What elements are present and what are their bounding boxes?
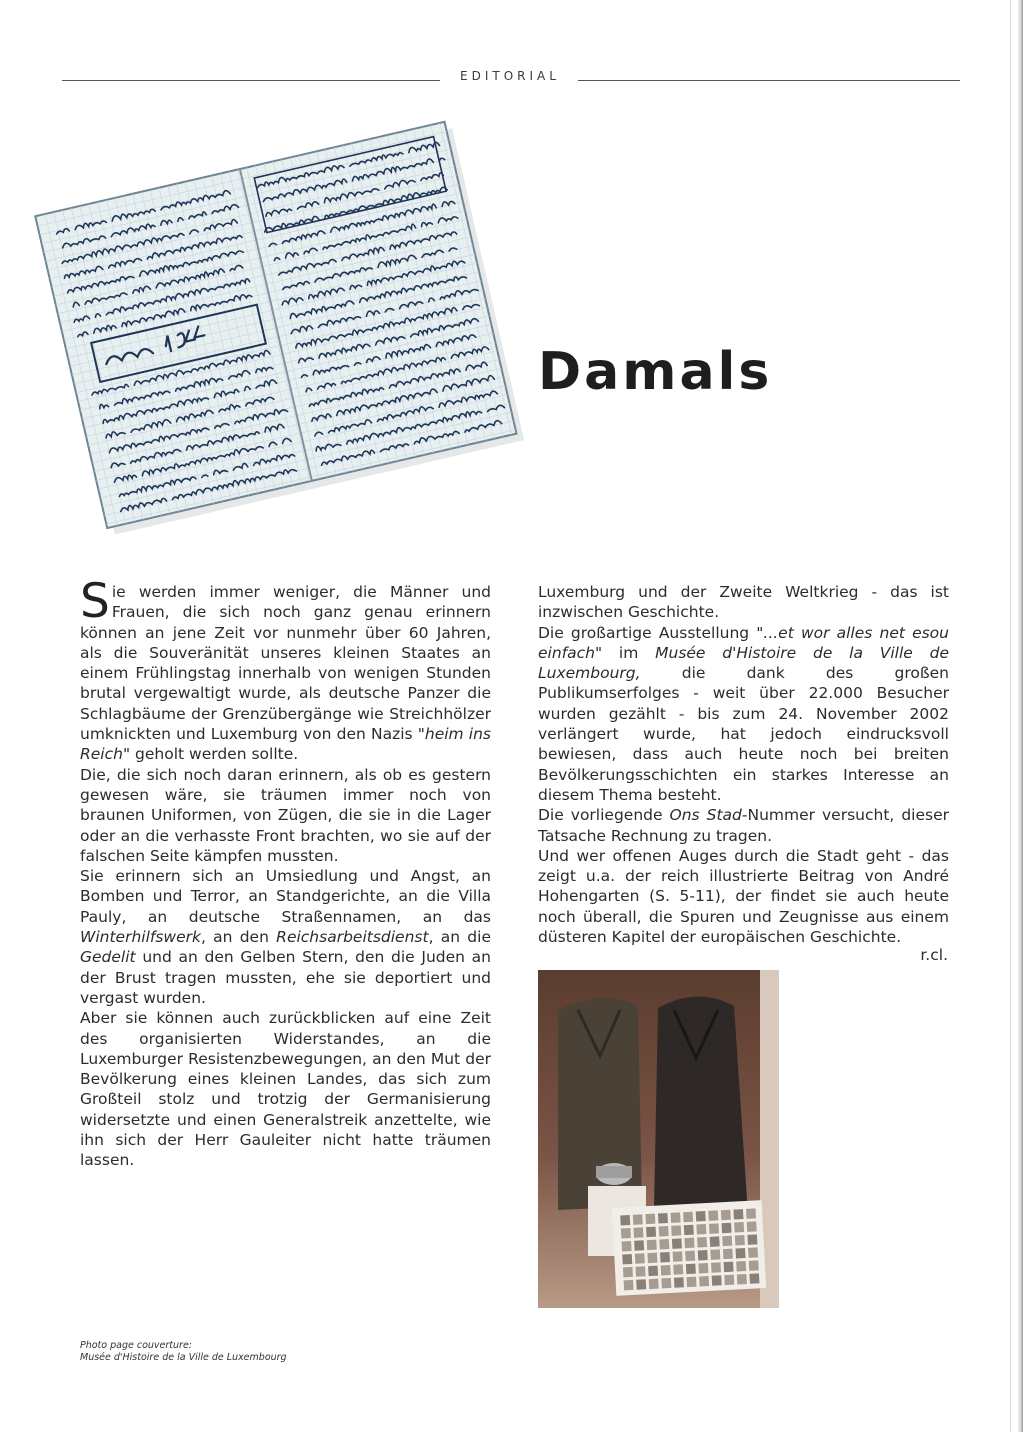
paragraph: Und wer offenen Auges durch die Stadt geht - das zeigt u.a. der reich illustrierte Beitrag von André Hohengarten (S. 5-11), der findet sie auch heute noch überall, die Spuren und Zeugnisse aus einem düsteren Kapitel der europäischen Geschichte.: [538, 846, 949, 947]
paragraph: Aber sie können auch zurückblicken auf eine Zeit des organisierten Widerstandes, an die Luxemburger Resistenzbewegungen, an den Mut der Bevölkerung eines kleinen Landes, das sich zum Großteil stolz und trotzig der Germanisierung widersetzte und einen Generalstreik anzettelte, wie ihn sich der Herr Gauleiter nicht hatte träumen lassen.: [80, 1009, 491, 1170]
left-column: [80, 574, 491, 1171]
paragraph: [80, 866, 491, 1008]
page-fold-line: [1010, 0, 1011, 1432]
caption-line: Photo page couverture:: [80, 1340, 192, 1351]
paragraph-text: geholt werden sollte.: [130, 745, 299, 764]
italic-phrase: Reichsarbeitsdienst: [276, 928, 429, 947]
paragraph-text: die dank des großen Publikumserfolges - weit über 22.000 Besucher wurden gezählt - bis zum 24. November 2002 verlängert wurde, hat jedoch eindrucksvoll bewiesen, dass auch heute noch bei breiten Bevölkerungsschichten ein starkes Interesse an diesem Thema besteht.: [538, 664, 949, 804]
caption-line: Musée d'Histoire de la Ville de Luxembourg: [80, 1352, 287, 1363]
italic-phrase: Musée d'Histoire de la Ville de Luxembourg,: [538, 643, 949, 683]
italic-phrase: "heim ins Reich": [80, 725, 491, 764]
paragraph-text: Die großartige Ausstellung: [538, 623, 757, 642]
section-label: EDITORIAL: [460, 69, 560, 83]
photo-caption: [80, 1340, 287, 1364]
paragraph-text: -Nummer versucht, dieser Tatsache Rechnung zu tragen.: [538, 806, 950, 845]
italic-phrase: "...et wor alles net esou einfach": [538, 623, 949, 662]
paragraph-text: Sie erinnern sich an Umsiedlung und Angst, an Bomben und Terror, an Standgerichte, an die Villa Pauly, an deutsche Straßennamen, an das: [80, 867, 491, 926]
drop-cap: S: [80, 574, 110, 629]
paragraph: Luxemburg und der Zweite Weltkrieg - das ist inzwischen Geschichte.: [538, 583, 949, 622]
italic-phrase: Winterhilfswerk: [80, 928, 201, 947]
paragraph: [80, 574, 491, 765]
paragraph-text: ie werden immer weniger, die Männer und Frauen, die sich noch ganz genau erinnern können an jene Zeit vor nunmehr über 60 Jahren, als die Souveränität unseres kleinen Staates an einem Frühlingstag innerhalb von wenigen Stunden brutal vergewaltigt wurde, als deutsche Panzer die Schlagbäume der Grenzübergänge wie Streichhölzer umknickten und Luxemburg von den Nazis: [80, 583, 491, 744]
page-title: Damals: [538, 342, 773, 402]
paragraph: [538, 805, 949, 846]
author-signature: r.cl.: [920, 946, 948, 964]
header-rule-right: [578, 80, 960, 81]
paragraph-text: , an den: [200, 928, 277, 947]
paragraph: [538, 623, 949, 806]
handwritten-notebook-photo: [30, 100, 530, 550]
italic-phrase: Gedelit: [80, 948, 136, 967]
header-rule-left: [62, 80, 440, 81]
italic-phrase: Ons Stad: [669, 806, 742, 825]
right-column: [538, 582, 949, 947]
page-edge-shadow: [1017, 0, 1023, 1432]
paragraph-text: , an die: [428, 928, 491, 947]
paragraph: Die, die sich noch daran erinnern, als ob es gestern gewesen wäre, sie träumen immer noch von braunen Uniformen, von Zügen, die sie in die Lager oder an die verhasste Front brachten, wo sie auf der falschen Seite kämpfen mussten.: [80, 765, 491, 865]
museum-exhibit-photo: [538, 970, 779, 1308]
paragraph-text: und an den Gelben Stern, den die Juden an der Brust tragen mussten, ehe sie deportiert und vergast wurden.: [80, 948, 491, 1007]
paragraph-text: im: [602, 643, 656, 662]
paragraph-text: Die vorliegende: [538, 806, 670, 825]
